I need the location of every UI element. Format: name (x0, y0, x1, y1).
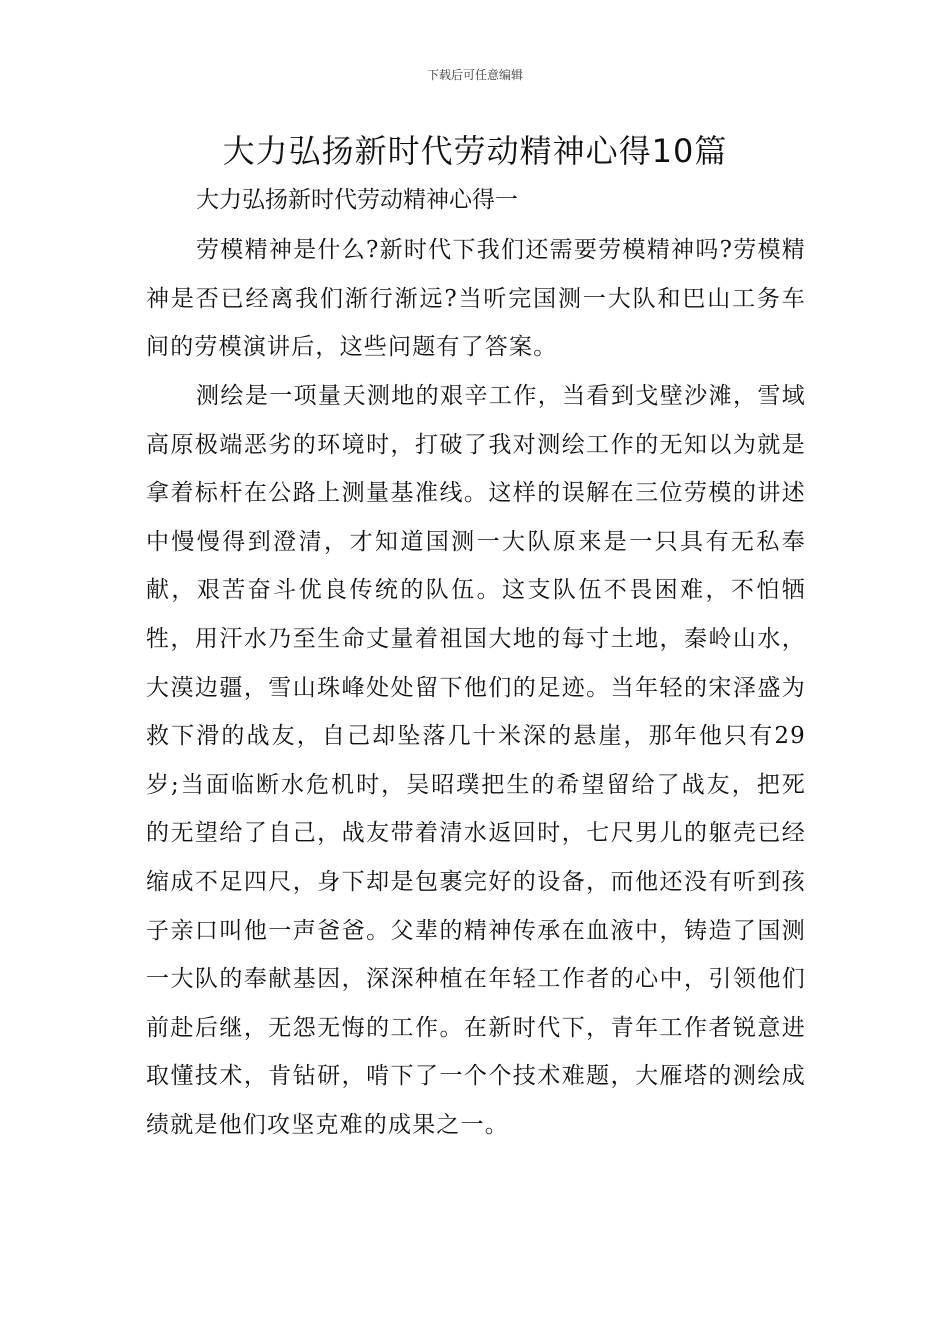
document-title: 大力弘扬新时代劳动精神心得10篇 (222, 132, 728, 170)
header-note: 下载后可任意编辑 (426, 68, 523, 82)
section-subheading: 大力弘扬新时代劳动精神心得一 (196, 187, 518, 213)
body-paragraph: 劳模精神是什么?新时代下我们还需要劳模精神吗?劳模精神是否已经离我们渐行渐远?当听完国测一大队和巴山工务车间的劳模演讲后，这些问题有了答案。 (146, 237, 806, 361)
body-paragraph: 测绘是一项量天测地的艰辛工作，当看到戈壁沙滩，雪域高原极端恶劣的环境时，打破了我对测绘工作的无知以为就是拿着标杆在公路上测量基准线。这样的误解在三位劳模的讲述中慢慢得到澄清，才知道国测一大队原来是一只具有无私奉献，艰苦奋斗优良传统的队伍。这支队伍不畏困难，不怕牺牲，用汗水乃至生命丈量着祖国大地的每寸土地，秦岭山水，大漠边疆，雪山珠峰处处留下他们的足迹。当年轻的宋泽盛为救下滑的战友，自己却坠落几十米深的悬崖，那年他只有29岁;当面临断水危机时，吴昭璞把生的希望留给了战友，把死的无望给了自己，战友带着清水返回时，七尺男儿的躯壳已经缩成不足四尺，身下却是包裹完好的设备，而他还没有听到孩子亲口叫他一声爸爸。父辈的精神传承在血液中，铸造了国测一大队的奉献基因，深深种植在年轻工作者的心中，引领他们前赴后继，无怨无悔的工作。在新时代下，青年工作者锐意进取懂技术，肯钻研，啃下了一个个技术难题，大雁塔的测绘成绩就是他们攻坚克难的成果之一。 (146, 383, 806, 1138)
